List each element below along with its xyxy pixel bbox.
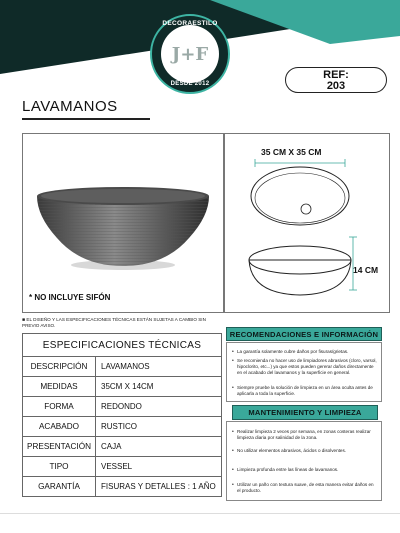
spec-key: ACABADO — [23, 417, 96, 437]
list-item: • Se recomienda no hacer uso de limpiadores abrasivos (cloro, varsol, hipoclorito, etc...) ya que estos pueden gererar daños directamente en el acabado del lavamanos y la superficie en general. — [237, 358, 377, 376]
maintenance-title: MANTENIMIENTO Y LIMPIEZA — [232, 405, 378, 420]
spec-key: PRESENTACIÓN — [23, 437, 96, 457]
spec-key: TIPO — [23, 457, 96, 477]
recommendations-title: RECOMENDACIONES E INFORMACIÓN — [226, 327, 382, 341]
brand-bottom-text: DESDE 2012 — [170, 81, 210, 87]
table-row — [23, 457, 222, 477]
table-row — [23, 377, 222, 397]
spec-key: GARANTÍA — [23, 477, 96, 497]
table-row — [23, 357, 222, 377]
spec-value: 35CM X 14CM — [96, 377, 222, 397]
spec-key: DESCRIPCIÓN — [23, 357, 96, 377]
list-item: • Realizar limpieza 2 veces por semana, en zonas costeras realizar limpieza diaria por salinidad de la zona. — [237, 429, 377, 441]
table-row — [23, 417, 222, 437]
sink-diagram — [225, 134, 389, 312]
no-siphon-note: * NO INCLUYE SIFÓN — [29, 293, 111, 302]
list-item: • No utilizar elementos abrasivos, ácidos o disolventes. — [237, 448, 377, 454]
spec-key: MEDIDAS — [23, 377, 96, 397]
specs-title: ESPECIFICACIONES TÉCNICAS — [23, 334, 222, 357]
spec-value: LAVAMANOS — [96, 357, 222, 377]
ref-number: 203 — [326, 80, 346, 92]
ref-label: REF: — [323, 69, 349, 81]
spec-value: REDONDO — [96, 397, 222, 417]
spec-value: CAJA — [96, 437, 222, 457]
brand-mark: J+F — [171, 44, 209, 65]
brand-top-text: DECORAESTILO — [162, 20, 218, 27]
dimension-top-label: 35 CM X 35 CM — [261, 147, 322, 157]
specs-table — [22, 333, 222, 497]
title-underline — [22, 118, 150, 120]
spec-value: VESSEL — [96, 457, 222, 477]
table-row — [23, 437, 222, 457]
page-title: LAVAMANOS — [22, 98, 118, 115]
list-item: • Limpieza profunda entre las líneas de lavamanos. — [237, 467, 377, 473]
spec-value: FISURAS Y DETALLES : 1 AÑO — [96, 477, 222, 497]
disclaimer-text: EL DISEÑO Y LAS ESPECIFICACIONES TÉCNICAS ESTÁN SUJETAS A CAMBIO SIN PREVIO AVISO. — [22, 317, 206, 328]
table-row — [23, 397, 222, 417]
table-row — [23, 477, 222, 497]
list-item: • Utilizar un paño con textura suave, de esta manera evitar daños en el producto. — [237, 482, 377, 494]
product-photo-panel — [22, 133, 224, 313]
technical-drawing-panel — [224, 133, 390, 313]
list-item: • Siempre pruebe la solución de limpieza en un área oculta antes de aplicarla a toda la superficie. — [237, 385, 377, 397]
footer-divider — [0, 513, 400, 514]
bullet-icon: ■ — [22, 317, 27, 323]
recommendations-box — [226, 342, 382, 402]
ref-badge — [285, 67, 387, 93]
brand-logo — [150, 14, 230, 94]
spec-value: RUSTICO — [96, 417, 222, 437]
dimension-height-label: 14 CM — [353, 265, 379, 275]
disclaimer-note — [22, 317, 222, 329]
spec-key: FORMA — [23, 397, 96, 417]
list-item: • La garantía solamente cubre daños por fisuras/grietas. — [237, 349, 377, 355]
sink-photo — [23, 134, 223, 312]
maintenance-box — [226, 421, 382, 501]
